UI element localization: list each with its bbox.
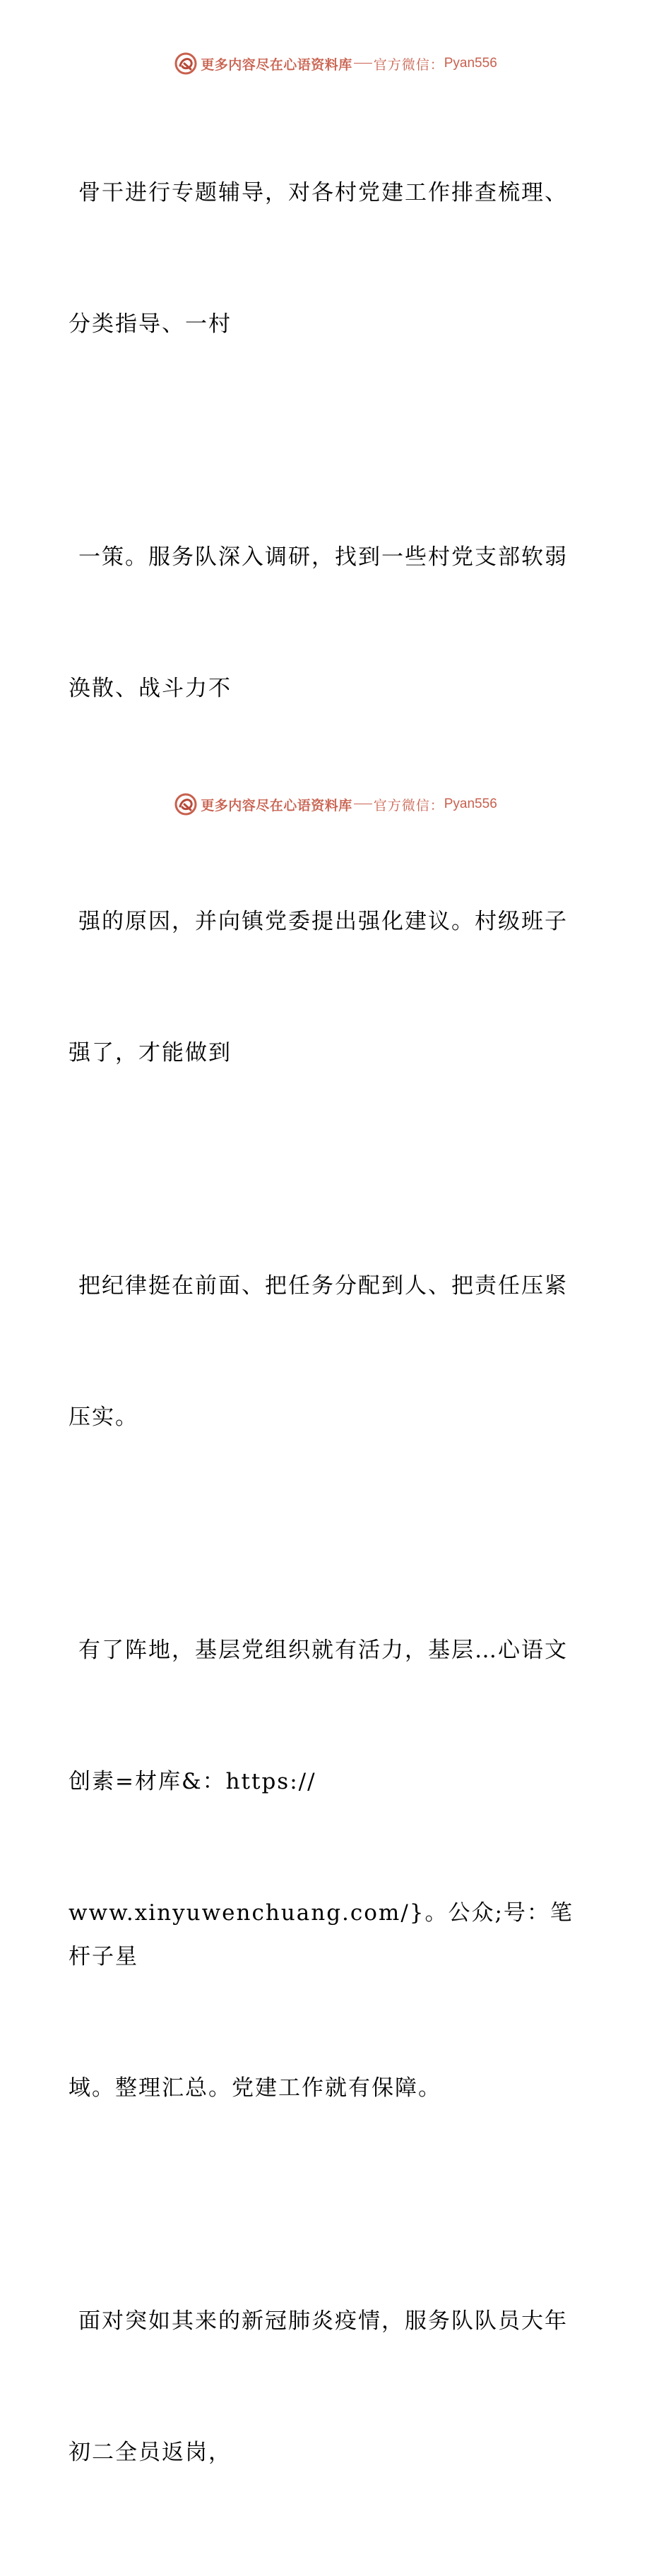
document-body [69, 83, 591, 2576]
footer-banner [0, 790, 671, 818]
text-line: 面对突如其来的新冠肺炎疫情，服务队队员大年 [78, 2308, 568, 2334]
banner-wechat-id: Pyan556 [444, 797, 497, 811]
paragraph [69, 812, 591, 1162]
paragraph [69, 83, 591, 434]
text-line: 域。整理汇总。党建工作就有保障。 [69, 2075, 441, 2101]
banner-wechat-label: 官方微信： [373, 56, 444, 73]
text-line: 把纪律挺在前面、把任务分配到人、把责任压紧 [78, 1273, 568, 1299]
text-line: 创素=材库&：https:// [69, 1769, 316, 1794]
red-swirl-seal-icon [174, 52, 198, 76]
paragraph [69, 1541, 591, 2198]
text-line: www.xinyuwenchuang.com/}。公众;号：笔杆子星 [69, 1900, 574, 1969]
text-line: 压实。 [69, 1405, 138, 1430]
paragraph [69, 448, 591, 798]
banner-dash [354, 63, 372, 64]
red-swirl-seal-icon [174, 792, 198, 816]
paragraph [69, 2212, 591, 2562]
header-banner [0, 49, 671, 78]
banner-wechat-label: 官方微信： [373, 797, 444, 813]
text-line: 一策。服务队深入调研，找到一些村党支部软弱 [78, 544, 568, 570]
text-line: 骨干进行专题辅导，对各村党建工作排查梳理、 [78, 180, 568, 205]
banner-main-text: 更多内容尽在心语资料库 [201, 797, 352, 813]
text-line: 强了，才能做到 [69, 1040, 232, 1066]
banner-main-text: 更多内容尽在心语资料库 [201, 56, 352, 73]
text-line: 有了阵地，基层党组织就有活力，基层…心语文 [78, 1638, 568, 1663]
banner-wechat-id: Pyan556 [444, 56, 497, 71]
text-line: 涣散、战斗力不 [69, 676, 232, 701]
paragraph [69, 1176, 591, 1527]
text-line: 初二全员返岗， [69, 2440, 232, 2465]
text-line: 强的原因，并向镇党委提出强化建议。村级班子 [78, 909, 568, 934]
text-line: 分类指导、一村 [69, 311, 232, 337]
